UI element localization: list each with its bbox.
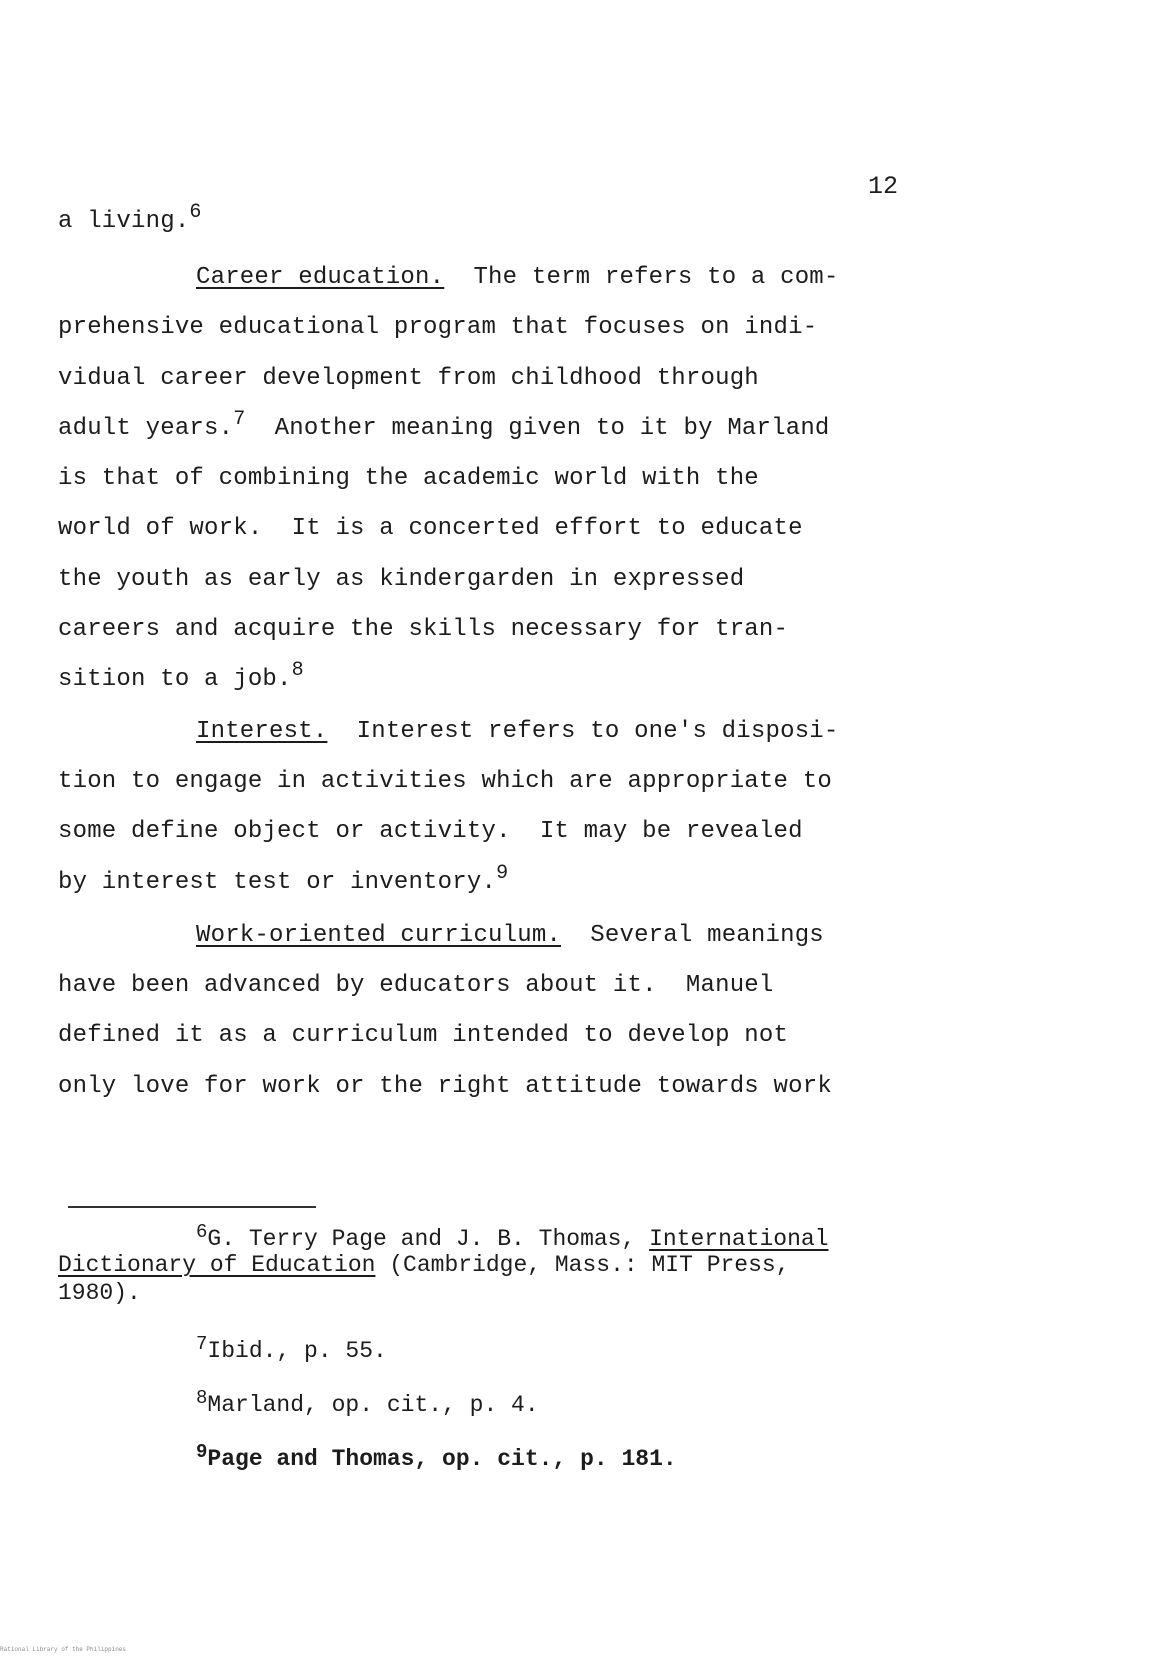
- body-text: Interest refers to one's disposi-: [327, 718, 839, 745]
- footnote-6: [196, 1221, 829, 1252]
- body-line: [58, 201, 202, 235]
- footnote-7: [196, 1333, 387, 1364]
- heading-interest: Interest.: [196, 718, 328, 745]
- body-line: [196, 718, 839, 745]
- body-text: Several meanings: [561, 922, 824, 949]
- footnote-6-end: 1980).: [58, 1280, 141, 1306]
- body-line: world of work. It is a concerted effort to educate: [58, 515, 803, 542]
- footnote-title: International: [649, 1226, 829, 1252]
- body-line: [196, 922, 824, 949]
- body-line: some define object or activity. It may be revealed: [58, 818, 803, 845]
- footnote-8: [196, 1387, 539, 1418]
- body-line: defined it as a curriculum intended to develop not: [58, 1022, 789, 1049]
- body-line: [58, 862, 509, 896]
- footnote-number: 9: [196, 1441, 208, 1463]
- footnote-ref: 9: [496, 862, 509, 885]
- footnote-ref: 6: [189, 201, 202, 224]
- footnote-number: 6: [196, 1221, 208, 1243]
- body-line: [58, 408, 830, 442]
- footnote-text: Page and Thomas, op. cit., p. 181.: [207, 1446, 677, 1472]
- footnote-text: Ibid., p. 55.: [207, 1338, 387, 1364]
- footnote-text: Marland, op. cit., p. 4.: [207, 1392, 539, 1418]
- footnote-6-cont: [58, 1252, 790, 1278]
- body-line: the youth as early as kindergarden in expressed: [58, 566, 745, 593]
- footnote-ref: 8: [291, 659, 304, 682]
- footnote-divider: [68, 1206, 316, 1208]
- body-text: The term refers to a com-: [444, 264, 839, 291]
- body-text: by interest test or inventory.: [58, 869, 497, 896]
- body-line: tion to engage in activities which are appropriate to: [58, 768, 832, 795]
- page-number: 12: [868, 172, 899, 201]
- footnote-ref: 7: [233, 408, 246, 431]
- body-line: careers and acquire the skills necessary for tran-: [58, 616, 789, 643]
- footnote-title: Dictionary of Education: [58, 1252, 376, 1278]
- body-line: have been advanced by educators about it. Manuel: [58, 972, 774, 999]
- body-text: sition to a job.: [58, 666, 292, 693]
- body-line: [196, 264, 839, 291]
- footnote-text: G. Terry Page and J. B. Thomas,: [207, 1226, 650, 1252]
- body-line: only love for work or the right attitude towards work: [58, 1073, 832, 1100]
- footnote-text: (Cambridge, Mass.: MIT Press,: [375, 1252, 790, 1278]
- scan-footer-text: Rational Library of the Philippines: [0, 1646, 127, 1653]
- footnote-9: [196, 1441, 677, 1472]
- body-text: Another meaning given to it by Marland: [245, 415, 830, 442]
- body-line: [58, 659, 304, 693]
- body-text: a living.: [58, 208, 190, 235]
- footnote-number: 8: [196, 1387, 208, 1409]
- footnote-number: 7: [196, 1333, 208, 1355]
- body-text: adult years.: [58, 415, 234, 442]
- body-line: prehensive educational program that focuses on indi-: [58, 314, 818, 341]
- body-line: is that of combining the academic world with the: [58, 465, 759, 492]
- heading-work-oriented-curriculum: Work-oriented curriculum.: [196, 922, 562, 949]
- body-line: vidual career development from childhood through: [58, 365, 759, 392]
- heading-career-education: Career education.: [196, 264, 445, 291]
